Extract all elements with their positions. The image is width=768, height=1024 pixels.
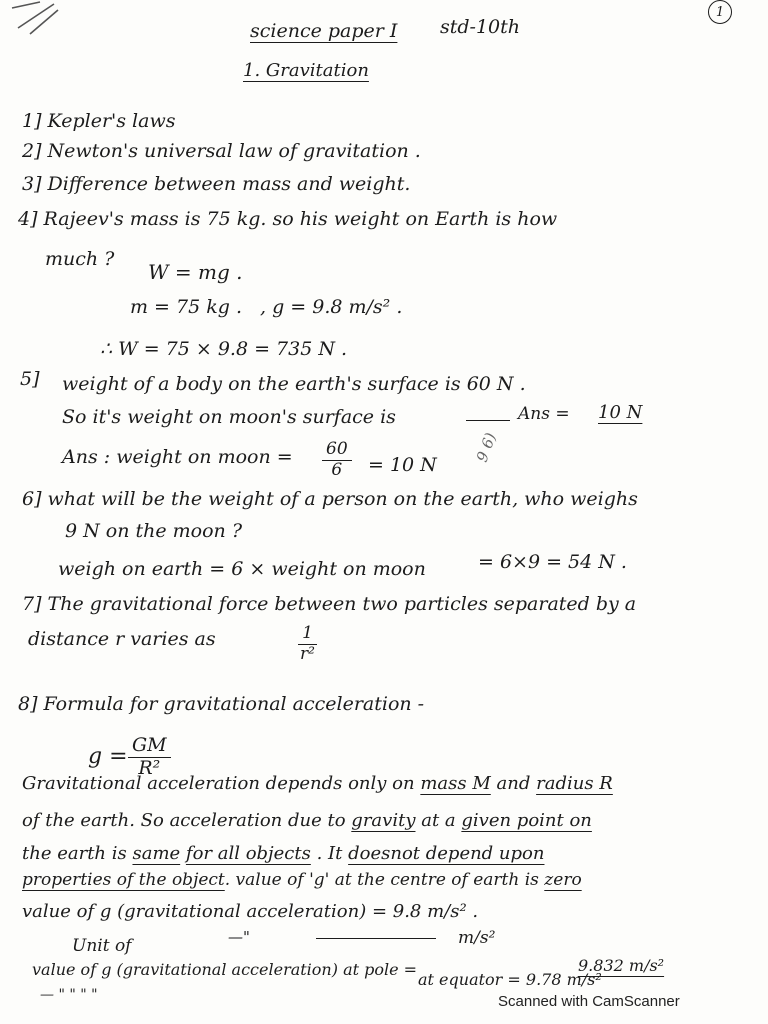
question-8-fraction-denominator: R² xyxy=(138,756,161,779)
question-4-formula: W = mg . xyxy=(148,260,243,284)
question-5-calc-label: Ans : weight on moon = xyxy=(62,446,293,468)
question-6-line-2: 9 N on the moon ? xyxy=(65,520,243,542)
question-5-blank xyxy=(466,420,510,421)
question-1: 1] Kepler's laws xyxy=(22,110,176,132)
question-5-margin-note: 9 6) xyxy=(472,430,500,465)
standard-label: std-10th xyxy=(440,16,521,38)
paper-title: science paper I xyxy=(250,20,398,42)
question-5-ans-label: Ans = xyxy=(518,404,570,424)
question-7-fraction-denominator: r² xyxy=(300,643,315,664)
note-line-6-label: Unit of xyxy=(72,936,132,956)
question-5-ans-value: 10 N xyxy=(598,402,643,423)
question-6-line-1: 6] what will be the weight of a person on the earth, who weighs xyxy=(22,488,638,510)
note-line-5: value of g (gravitational acceleration) = 9.8 m/s² . xyxy=(22,901,479,922)
question-3: 3] Difference between mass and weight. xyxy=(22,173,411,195)
question-7-fraction xyxy=(296,624,319,664)
question-7-line-2: distance r varies as xyxy=(28,628,216,650)
note-line-1: Gravitational acceleration depends only on mass M and radius R xyxy=(22,773,613,794)
question-5-line-2: So it's weight on moon's surface is xyxy=(62,406,396,428)
question-4-line-1: 4] Rajeev's mass is 75 kg. so his weight on Earth is how xyxy=(18,208,558,230)
corner-scribble-icon xyxy=(10,0,70,40)
question-5-fraction-denominator: 6 xyxy=(331,459,343,480)
question-5-fraction-numerator: 60 xyxy=(322,440,352,461)
scanner-watermark: Scanned with CamScanner xyxy=(498,993,680,1010)
note-line-6-unit: m/s² xyxy=(458,928,496,948)
question-4-given-mass: m = 75 kg . xyxy=(130,296,242,318)
question-6-answer-left: weigh on earth = 6 × weight on moon xyxy=(58,558,426,580)
question-4-answer: ∴ W = 75 × 9.8 = 735 N . xyxy=(100,338,348,360)
note-line-2: of the earth. So acceleration due to gravity at a given point on xyxy=(22,810,592,831)
note-line-6-ditto: —" xyxy=(228,928,250,946)
note-line-3: the earth is same for all objects . It doesnot depend upon xyxy=(22,843,545,864)
question-8-line-1: 8] Formula for gravitational acceleration - xyxy=(18,693,425,715)
question-4-given-g: , g = 9.8 m/s² . xyxy=(260,296,403,318)
note-line-4: properties of the object. value of 'g' at the centre of earth is zero xyxy=(22,870,582,890)
page-number-badge: 1 xyxy=(708,0,732,24)
note-line-7-value: 9.832 m/s² xyxy=(578,956,665,975)
question-5-result: = 10 N xyxy=(368,454,437,476)
question-2: 2] Newton's universal law of gravitation . xyxy=(22,140,421,162)
note-line-8-ditto: — " " " " xyxy=(40,987,98,1003)
question-6-answer-right: = 6×9 = 54 N . xyxy=(478,551,627,573)
question-7-fraction-numerator: 1 xyxy=(298,624,317,645)
question-5-line-1: weight of a body on the earth's surface is 60 N . xyxy=(62,373,526,395)
note-line-6-blank xyxy=(316,938,436,939)
question-8-formula-lhs: g = xyxy=(88,744,128,769)
question-5-number: 5] xyxy=(20,368,40,390)
question-7-line-1: 7] The gravitational force between two particles separated by a xyxy=(22,593,637,615)
note-line-7: value of g (gravitational acceleration) at pole = xyxy=(32,960,418,979)
question-8-fraction-numerator: GM xyxy=(128,735,171,758)
note-line-8: at equator = 9.78 m/s² xyxy=(418,970,602,989)
chapter-heading: 1. Gravitation xyxy=(243,60,369,81)
question-5-fraction xyxy=(322,440,352,480)
question-4-line-2: much ? xyxy=(45,248,115,270)
